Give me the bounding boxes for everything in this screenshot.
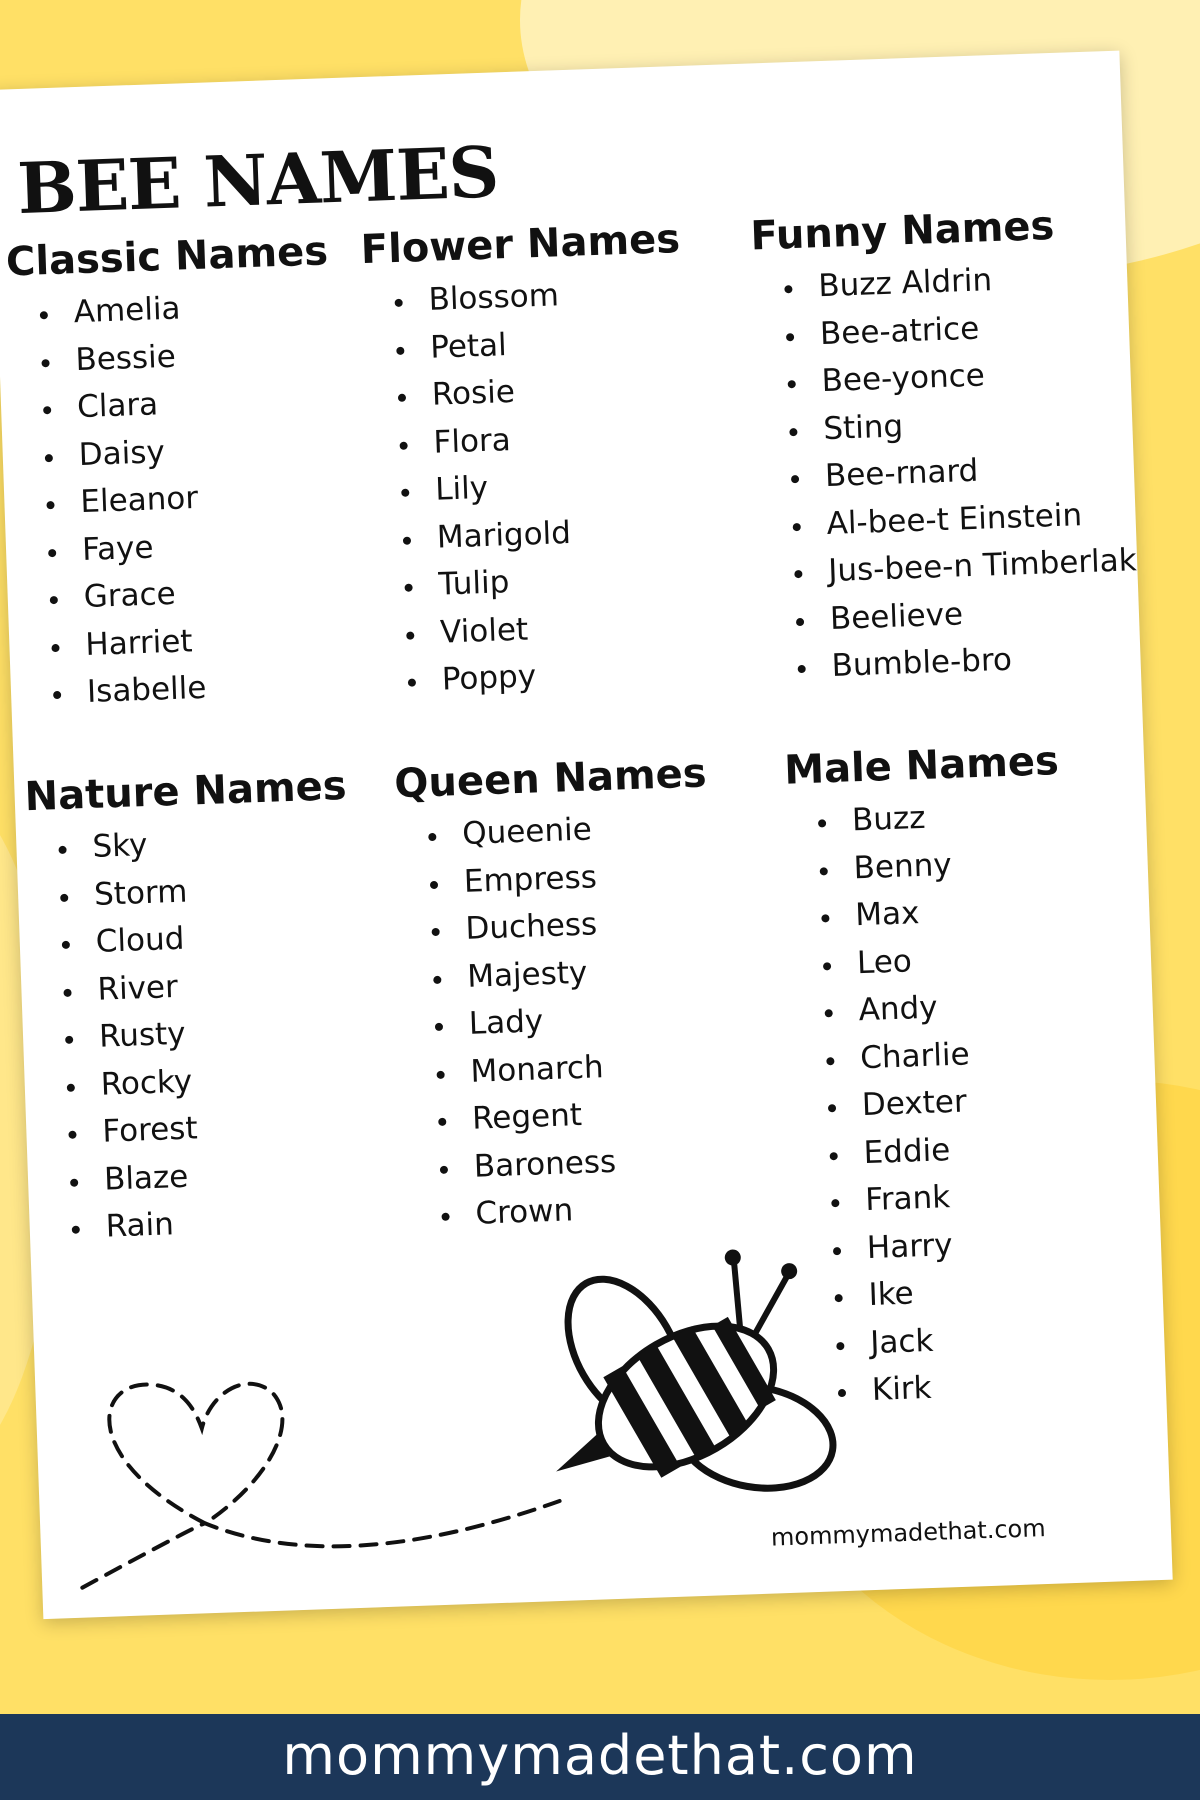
list-item-label: Rosie <box>431 373 516 413</box>
list-item-label: Monarch <box>469 1048 605 1090</box>
list-item-label: Sting <box>822 407 904 447</box>
list-item-label: Beelieve <box>829 595 964 637</box>
printable-sheet <box>0 51 1173 1620</box>
list-item-label: Buzz <box>851 799 927 839</box>
list-item-label: Dexter <box>861 1083 968 1124</box>
list-item-label: Isabelle <box>86 669 207 710</box>
bullet-icon <box>789 428 797 436</box>
list-item-label: Daisy <box>78 433 166 473</box>
list-item-label: Jack <box>869 1322 934 1361</box>
bullet-icon <box>46 501 54 509</box>
list-item-label: Rocky <box>100 1063 193 1103</box>
list-item-label: Eddie <box>862 1131 951 1171</box>
list-item-label: Bee-yonce <box>821 357 986 400</box>
bullet-icon <box>791 475 799 483</box>
list-item-label: Andy <box>858 989 939 1029</box>
sheet-credit-text: mommymadethat.com <box>770 1514 1047 1552</box>
bullet-icon <box>396 346 404 354</box>
bullet-icon <box>404 584 412 592</box>
section-heading: Queen Names <box>393 750 708 808</box>
list-item-label: Clara <box>76 386 159 426</box>
bullet-icon <box>58 846 66 854</box>
list-item-label: Frank <box>864 1179 951 1219</box>
bullet-icon <box>428 833 436 841</box>
bullet-icon <box>45 454 53 462</box>
bullet-icon <box>440 1165 448 1173</box>
bullet-icon <box>68 1131 76 1139</box>
list-item-label: Bee-rnard <box>824 452 979 495</box>
bullet-icon <box>794 570 802 578</box>
list-item-label: Blaze <box>103 1158 189 1198</box>
bullet-icon <box>788 380 796 388</box>
list-item-label: Faye <box>81 529 155 568</box>
section-heading: Nature Names <box>23 762 348 821</box>
footer-site-link[interactable]: mommymadethat.com <box>282 1724 918 1787</box>
bullet-icon <box>400 441 408 449</box>
dashed-heart-trail-icon <box>75 1370 562 1587</box>
list-item-label: Bessie <box>74 338 177 378</box>
section-queen-names <box>394 748 791 1240</box>
bullet-icon <box>406 631 414 639</box>
section-nature-names <box>24 761 421 1253</box>
bullet-icon <box>62 941 70 949</box>
bullet-icon <box>432 928 440 936</box>
list-item-label: Bumble-bro <box>830 641 1013 684</box>
bullet-icon <box>831 1199 839 1207</box>
list-item-label: River <box>96 968 179 1008</box>
section-male-names <box>783 734 1186 1416</box>
list-item-label: Poppy <box>441 658 537 698</box>
section-classic-names <box>5 226 402 718</box>
bullet-icon <box>53 691 61 699</box>
section-flower-names <box>360 214 757 706</box>
bullet-icon <box>786 333 794 341</box>
bullet-icon <box>50 596 58 604</box>
list-item-label: Eleanor <box>79 480 199 521</box>
bullet-icon <box>395 299 403 307</box>
name-list <box>7 278 402 719</box>
list-item-label: Cloud <box>95 920 185 960</box>
list-item-label: Tulip <box>437 564 510 603</box>
list-item-label: Forest <box>101 1110 199 1150</box>
list-item-label: Crown <box>474 1192 574 1232</box>
list-item-label: Duchess <box>464 906 598 947</box>
footer-banner <box>0 1714 1200 1800</box>
bullet-icon <box>830 1152 838 1160</box>
bullet-icon <box>441 1213 449 1221</box>
bullet-icon <box>796 617 804 625</box>
list-item-label: Leo <box>856 942 913 981</box>
section-heading: Male Names <box>783 738 1060 794</box>
bullet-icon <box>826 1057 834 1065</box>
bullet-icon <box>836 1341 844 1349</box>
bullet-icon <box>825 1009 833 1017</box>
list-item-label: Charlie <box>859 1035 971 1076</box>
list-item-label: Majesty <box>466 954 588 995</box>
list-item-label: Regent <box>471 1096 583 1137</box>
list-item-label: Bee-atrice <box>819 310 980 352</box>
bullet-icon <box>70 1178 78 1186</box>
name-list <box>785 786 1186 1416</box>
list-item-label: Harry <box>866 1226 954 1266</box>
bullet-icon <box>821 914 829 922</box>
list-item-label: Harriet <box>84 622 194 663</box>
list-item-label: Jus-bee-n Timberlak <box>827 542 1138 590</box>
bullet-icon <box>40 311 48 319</box>
list-item-label: Lily <box>434 469 489 508</box>
section-heading: Funny Names <box>749 202 1056 260</box>
list-item-label: Ike <box>867 1275 915 1314</box>
list-item-label: Storm <box>93 873 188 913</box>
list-item-label: Sky <box>91 826 148 865</box>
list-item-label: Max <box>854 895 921 934</box>
bullet-icon <box>435 1023 443 1031</box>
list-item-label: Grace <box>83 575 177 616</box>
bullet-icon <box>401 489 409 497</box>
list-item-label: Rain <box>105 1206 175 1245</box>
name-list <box>26 813 421 1254</box>
bullet-icon <box>403 536 411 544</box>
bullet-icon <box>48 548 56 556</box>
bullet-icon <box>51 643 59 651</box>
bullet-icon <box>430 880 438 888</box>
bullet-icon <box>60 893 68 901</box>
list-item-label: Kirk <box>871 1369 933 1409</box>
bullet-icon <box>63 988 71 996</box>
bullet-icon <box>438 1118 446 1126</box>
list-item-label: Al-bee-t Einstein <box>826 496 1083 542</box>
bullet-icon <box>820 867 828 875</box>
bullet-icon <box>838 1389 846 1397</box>
bullet-icon <box>818 819 826 827</box>
page-title: BEE NAMES <box>16 130 500 231</box>
list-item-label: Rusty <box>98 1015 187 1055</box>
name-list <box>752 252 1147 693</box>
bullet-icon <box>408 678 416 686</box>
list-item-label: Amelia <box>73 290 182 331</box>
bullet-icon <box>67 1083 75 1091</box>
bullet-icon <box>835 1294 843 1302</box>
bullet-icon <box>798 665 806 673</box>
list-item-label: Baroness <box>473 1143 617 1185</box>
bullet-icon <box>833 1247 841 1255</box>
section-funny-names <box>750 200 1147 692</box>
bullet-icon <box>823 962 831 970</box>
bullet-icon <box>41 359 49 367</box>
list-item-label: Empress <box>463 858 598 900</box>
list-item-label: Flora <box>432 421 512 461</box>
bullet-icon <box>828 1104 836 1112</box>
section-heading: Classic Names <box>5 228 329 286</box>
bullet-icon <box>65 1036 73 1044</box>
list-item-label: Buzz Aldrin <box>817 262 993 305</box>
list-item-label: Benny <box>853 846 953 886</box>
bullet-icon <box>43 406 51 414</box>
list-item-label: Lady <box>468 1003 544 1042</box>
name-list <box>395 800 790 1241</box>
list-item-label: Marigold <box>436 514 572 556</box>
list-item-label: Queenie <box>461 811 593 852</box>
bullet-icon <box>436 1070 444 1078</box>
bullet-icon <box>433 975 441 983</box>
section-heading: Flower Names <box>360 216 681 274</box>
bullet-icon <box>72 1226 80 1234</box>
bullet-icon <box>398 394 406 402</box>
bullet-icon <box>784 285 792 293</box>
list-item-label: Blossom <box>427 277 560 318</box>
bullet-icon <box>793 522 801 530</box>
name-list <box>362 266 757 707</box>
list-item-label: Petal <box>429 326 508 366</box>
list-item-label: Violet <box>439 611 529 651</box>
